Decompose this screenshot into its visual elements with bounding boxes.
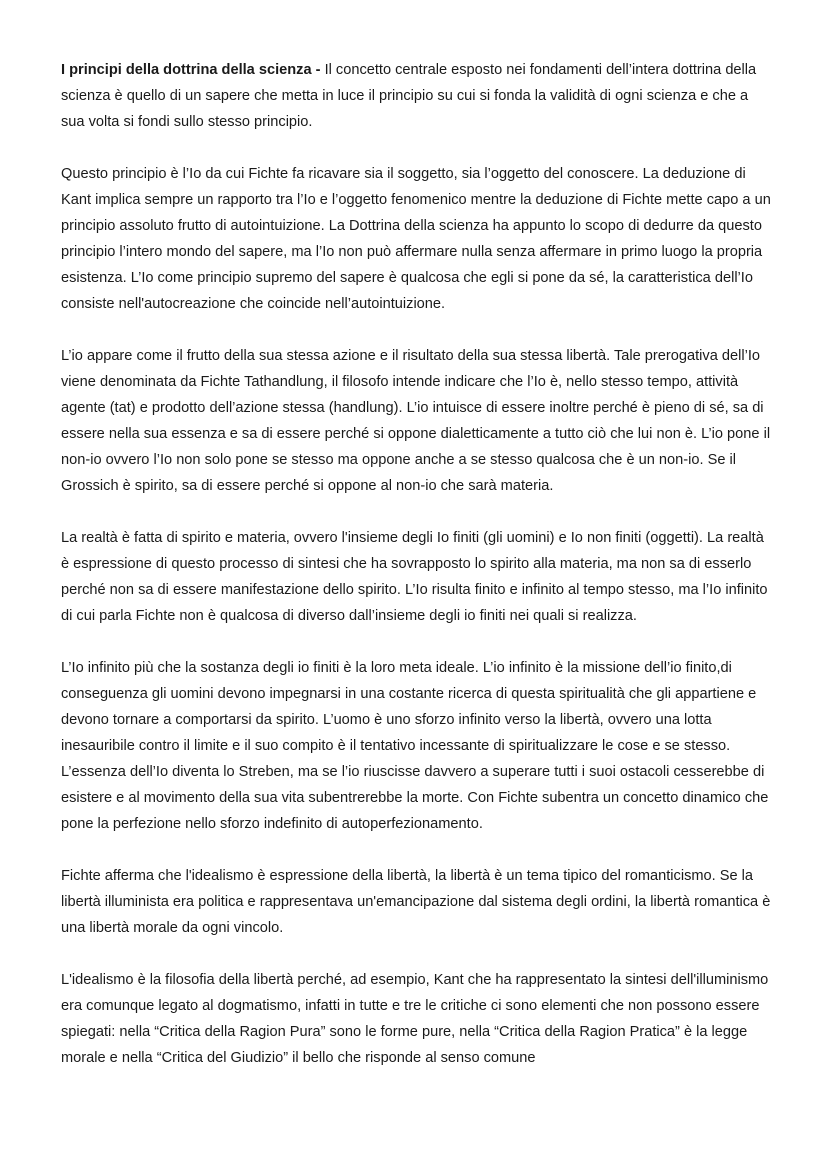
- paragraph-intro: [61, 57, 773, 135]
- paragraph: L'idealismo è la filosofia della libertà perché, ad esempio, Kant che ha rappresentato la sintesi dell'illuminismo era comunque legato al dogmatismo, infatti in tutte e tre le critiche ci sono elementi che non possono essere spiegati: nella “Critica della Ragion Pura” sono le forme pure, nella “Critica della Ragion Pratica” è la legge morale e nella “Critica del Giudizio” il bello che risponde al senso comune: [61, 972, 769, 1066]
- paragraph: L’Io infinito più che la sostanza degli io finiti è la loro meta ideale. L’io infinito è la missione dell’io finito,di conseguenza gli uomini devono impegnarsi in una costante ricerca di questa spiritualità che gli appartiene e devono tornare a comportarsi da spirito. L’uomo è uno sforzo infinito verso la libertà, ovvero una lotta inesauribile contro il limite e il suo compito è il tentativo incessante di spiritualizzare le cose e se stesso. L’essenza dell’Io diventa lo Streben, ma se l’io riuscisse davvero a superare tutti i suoi ostacoli cesserebbe di esistere e al movimento della sua vita subentrerebbe la morte. Con Fichte subentra un concetto dinamico che pone la perfezione nello sforzo indefinito di autoperfezionamento.: [61, 660, 769, 832]
- paragraph: Questo principio è l’Io da cui Fichte fa ricavare sia il soggetto, sia l’oggetto del conoscere. La deduzione di Kant implica sempre un rapporto tra l’Io e l’oggetto fenomenico mentre la deduzione di Fichte mette capo a un principio assoluto frutto di autointuizione. La Dottrina della scienza ha appunto lo scopo di dedurre da questo principio l’intero mondo del sapere, ma l’Io non può affermare nulla senza affermare in primo luogo la propria esistenza. L’Io come principio supremo del sapere è qualcosa che egli si pone da sé, la caratteristica dell’Io consiste nell'autocreazione che coincide nell’autointuizione.: [61, 166, 771, 312]
- paragraph-text: Il concetto centrale esposto nei fondamenti dell’intera dottrina della scienza è quello di un sapere che metta in luce il principio su cui si fonda la validità di ogni scienza e che a sua volta si fondi sullo stesso principio.: [61, 62, 757, 130]
- section-heading: I principi della dottrina della scienza -: [61, 62, 325, 78]
- paragraph: Fichte afferma che l'idealismo è espressione della libertà, la libertà è un tema tipico del romanticismo. Se la libertà illuminista era politica e rappresentava un'emancipazione dal sistema degli ordini, la libertà romantica è una libertà morale da ogni vincolo.: [61, 868, 771, 936]
- document-body: [61, 57, 773, 1097]
- paragraph: La realtà è fatta di spirito e materia, ovvero l'insieme degli Io finiti (gli uomini) e Io non finiti (oggetti). La realtà è espressione di questo processo di sintesi che ha sovrapposto lo spirito alla materia, ma non sa di esserlo perché non sa di essere manifestazione dello spirito. L’Io risulta finito e infinito al tempo stesso, ma l’Io infinito di cui parla Fichte non è qualcosa di diverso dall’insieme degli io finiti nei quali si realizza.: [61, 530, 768, 624]
- paragraph: L’io appare come il frutto della sua stessa azione e il risultato della sua stessa libertà. Tale prerogativa dell’Io viene denominata da Fichte Tathandlung, il filosofo intende indicare che l’Io è, nello stesso tempo, attività agente (tat) e prodotto dell’azione stessa (handlung). L’io intuisce di essere inoltre perché è pieno di sé, sa di essere nella sua essenza e sa di essere perché si oppone dialetticamente a tutto ciò che lui non è. L’io pone il non-io ovvero l’Io non solo pone se stesso ma oppone anche a se stesso qualcosa che è un non-io. Se il Grossich è spirito, sa di essere perché si oppone al non-io che sarà materia.: [61, 348, 771, 494]
